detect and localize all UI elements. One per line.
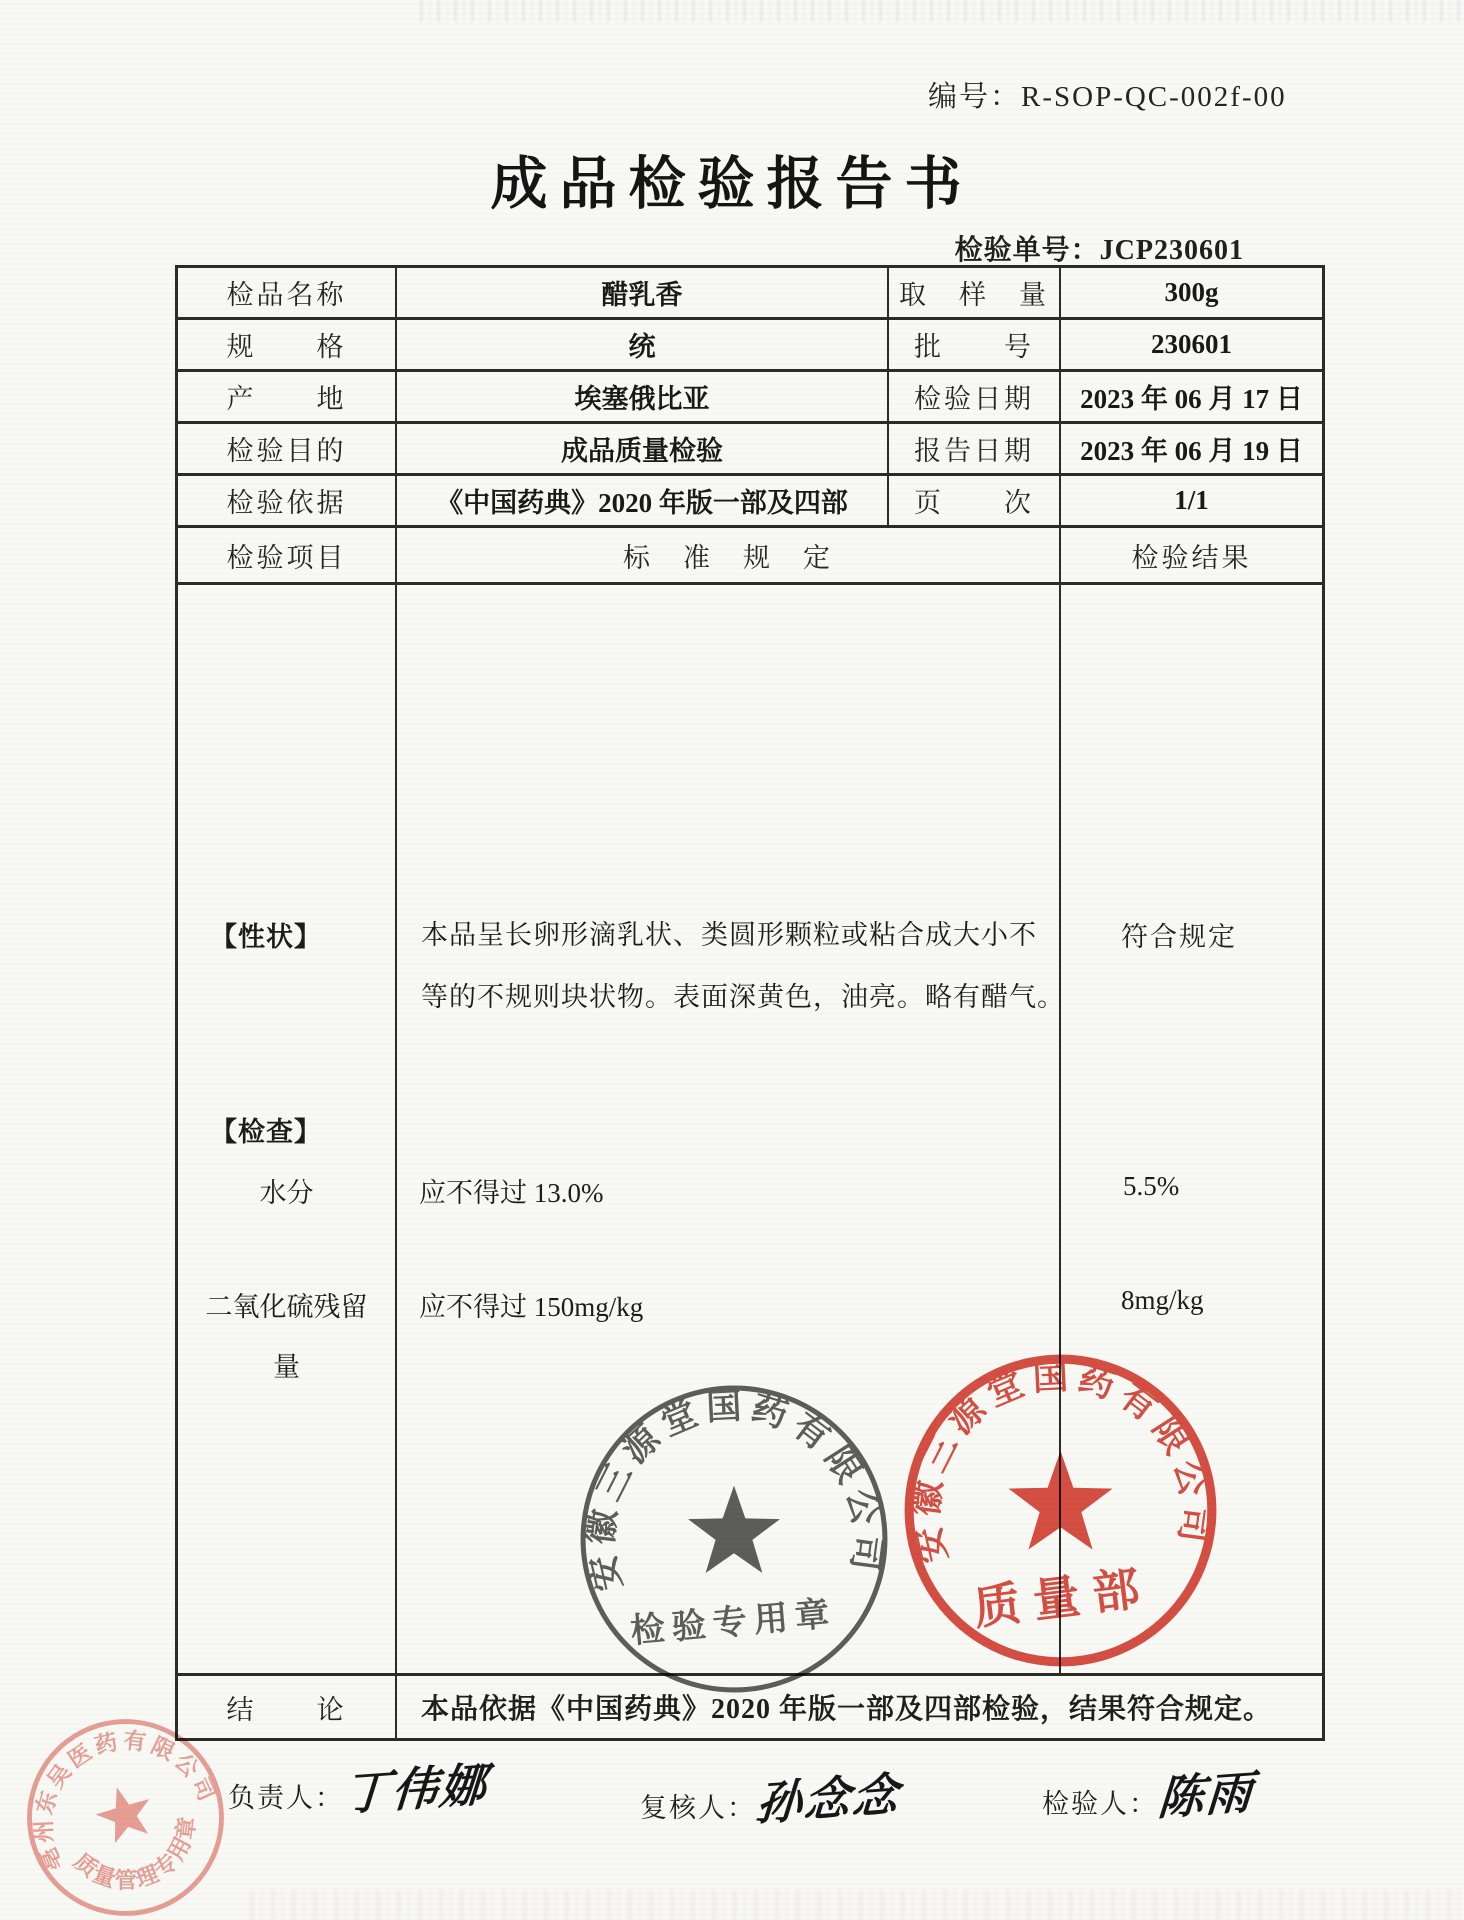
seal-caption-text: 质量部 <box>970 1561 1156 1636</box>
so2-result: 8mg/kg <box>1121 1285 1204 1315</box>
conclusion-label: 结 论 <box>178 1676 397 1738</box>
table-row-purpose <box>178 424 1322 476</box>
items-column <box>178 585 397 1673</box>
xingzhuang-label: 【性状】 <box>210 922 322 952</box>
row-label: 批 号 <box>889 320 1061 369</box>
table-row-spec <box>178 320 1322 372</box>
so2-standard: 应不得过 150mg/kg <box>419 1292 644 1322</box>
page-count-value: 1/1 <box>1174 485 1209 515</box>
inspection-date-value: 2023 年 06 月 17 日 <box>1080 384 1303 414</box>
star-icon <box>688 1486 780 1573</box>
row-label: 规 格 <box>178 320 397 369</box>
conclusion-text: 本品依据《中国药典》2020 年版一部及四部检验，结果符合规定。 <box>421 1694 1273 1725</box>
seal-company-text: 安徽三源堂国药有限公司 <box>905 1355 1216 1567</box>
star-icon <box>90 1780 158 1846</box>
batch-number-value: 230601 <box>1151 329 1232 359</box>
shuifen-result: 5.5% <box>1123 1171 1180 1201</box>
seal-caption-text: 质量管理专用章 <box>69 1813 201 1894</box>
section-header-items: 检验项目 <box>178 528 397 582</box>
row-label: 检验目的 <box>178 424 397 473</box>
quality-seal-red <box>898 1348 1223 1673</box>
responsible-label: 负责人： <box>228 1783 344 1813</box>
sample-name-value: 醋乳香 <box>397 268 889 317</box>
row-label: 取 样 量 <box>889 268 1061 317</box>
table-section-header <box>178 528 1322 585</box>
purpose-value: 成品质量检验 <box>397 424 889 473</box>
seal-company-text: 安徽三源堂国药有限公司 <box>580 1386 888 1595</box>
origin-value: 埃塞俄比亚 <box>397 372 889 421</box>
row-label: 检验依据 <box>178 476 397 525</box>
row-label: 检品名称 <box>178 268 397 317</box>
row-label: 页 次 <box>889 476 1061 525</box>
scan-artifact-top <box>420 0 1464 22</box>
so2-label-line1: 二氧化硫残留 <box>205 1292 368 1322</box>
table-row-sample-name <box>178 268 1322 320</box>
row-label: 产 地 <box>178 372 397 421</box>
responsible-signature: 丁伟娜 <box>342 1756 490 1822</box>
basis-value: 《中国药典》2020 年版一部及四部 <box>397 476 889 525</box>
responsible-signature-block <box>228 1756 490 1822</box>
scan-artifact-bottom <box>250 1890 1464 1920</box>
inspector-signature: 陈雨 <box>1156 1764 1256 1826</box>
reviewer-signature: 孙念念 <box>754 1766 902 1832</box>
shuifen-standard: 应不得过 13.0% <box>419 1178 604 1208</box>
star-icon <box>1009 1451 1113 1550</box>
report-serial-number: 检验单号：JCP230601 <box>954 235 1244 266</box>
inspection-seal-black <box>573 1378 895 1700</box>
xingzhuang-result: 符合规定 <box>1121 922 1237 952</box>
table-row-origin <box>178 372 1322 424</box>
page-title: 成品检验报告书 <box>490 153 974 216</box>
doc-number: 编号：R-SOP-QC-002f-00 <box>928 81 1287 113</box>
jiancha-label: 【检查】 <box>210 1117 322 1147</box>
inspector-signature-block <box>1042 1764 1256 1826</box>
reviewer-label: 复核人： <box>640 1793 756 1823</box>
row-label: 检验日期 <box>889 372 1061 421</box>
seal-company-text: 亳州东吴医药有限公司 <box>30 1727 222 1875</box>
section-header-result: 检验结果 <box>1131 542 1252 573</box>
xingzhuang-standard-line1: 本品呈长卵形滴乳状、类圆形颗粒或粘合成大小不 <box>421 920 1037 950</box>
seal-caption-text: 检验专用章 <box>629 1595 838 1651</box>
table-row-basis <box>178 476 1322 528</box>
report-date-value: 2023 年 06 月 19 日 <box>1080 436 1303 466</box>
so2-label-line2: 量 <box>273 1352 300 1382</box>
inspector-label: 检验人： <box>1042 1789 1158 1819</box>
reviewer-signature-block <box>640 1766 902 1832</box>
row-label: 报告日期 <box>889 424 1061 473</box>
shuifen-label: 水分 <box>259 1178 314 1208</box>
section-header-standard: 标 准 规 定 <box>397 528 1061 582</box>
spec-value: 统 <box>397 320 889 369</box>
xingzhuang-standard-line2: 等的不规则块状物。表面深黄色，油亮。略有醋气。 <box>421 982 1065 1012</box>
sample-amount-value: 300g <box>1164 277 1219 307</box>
